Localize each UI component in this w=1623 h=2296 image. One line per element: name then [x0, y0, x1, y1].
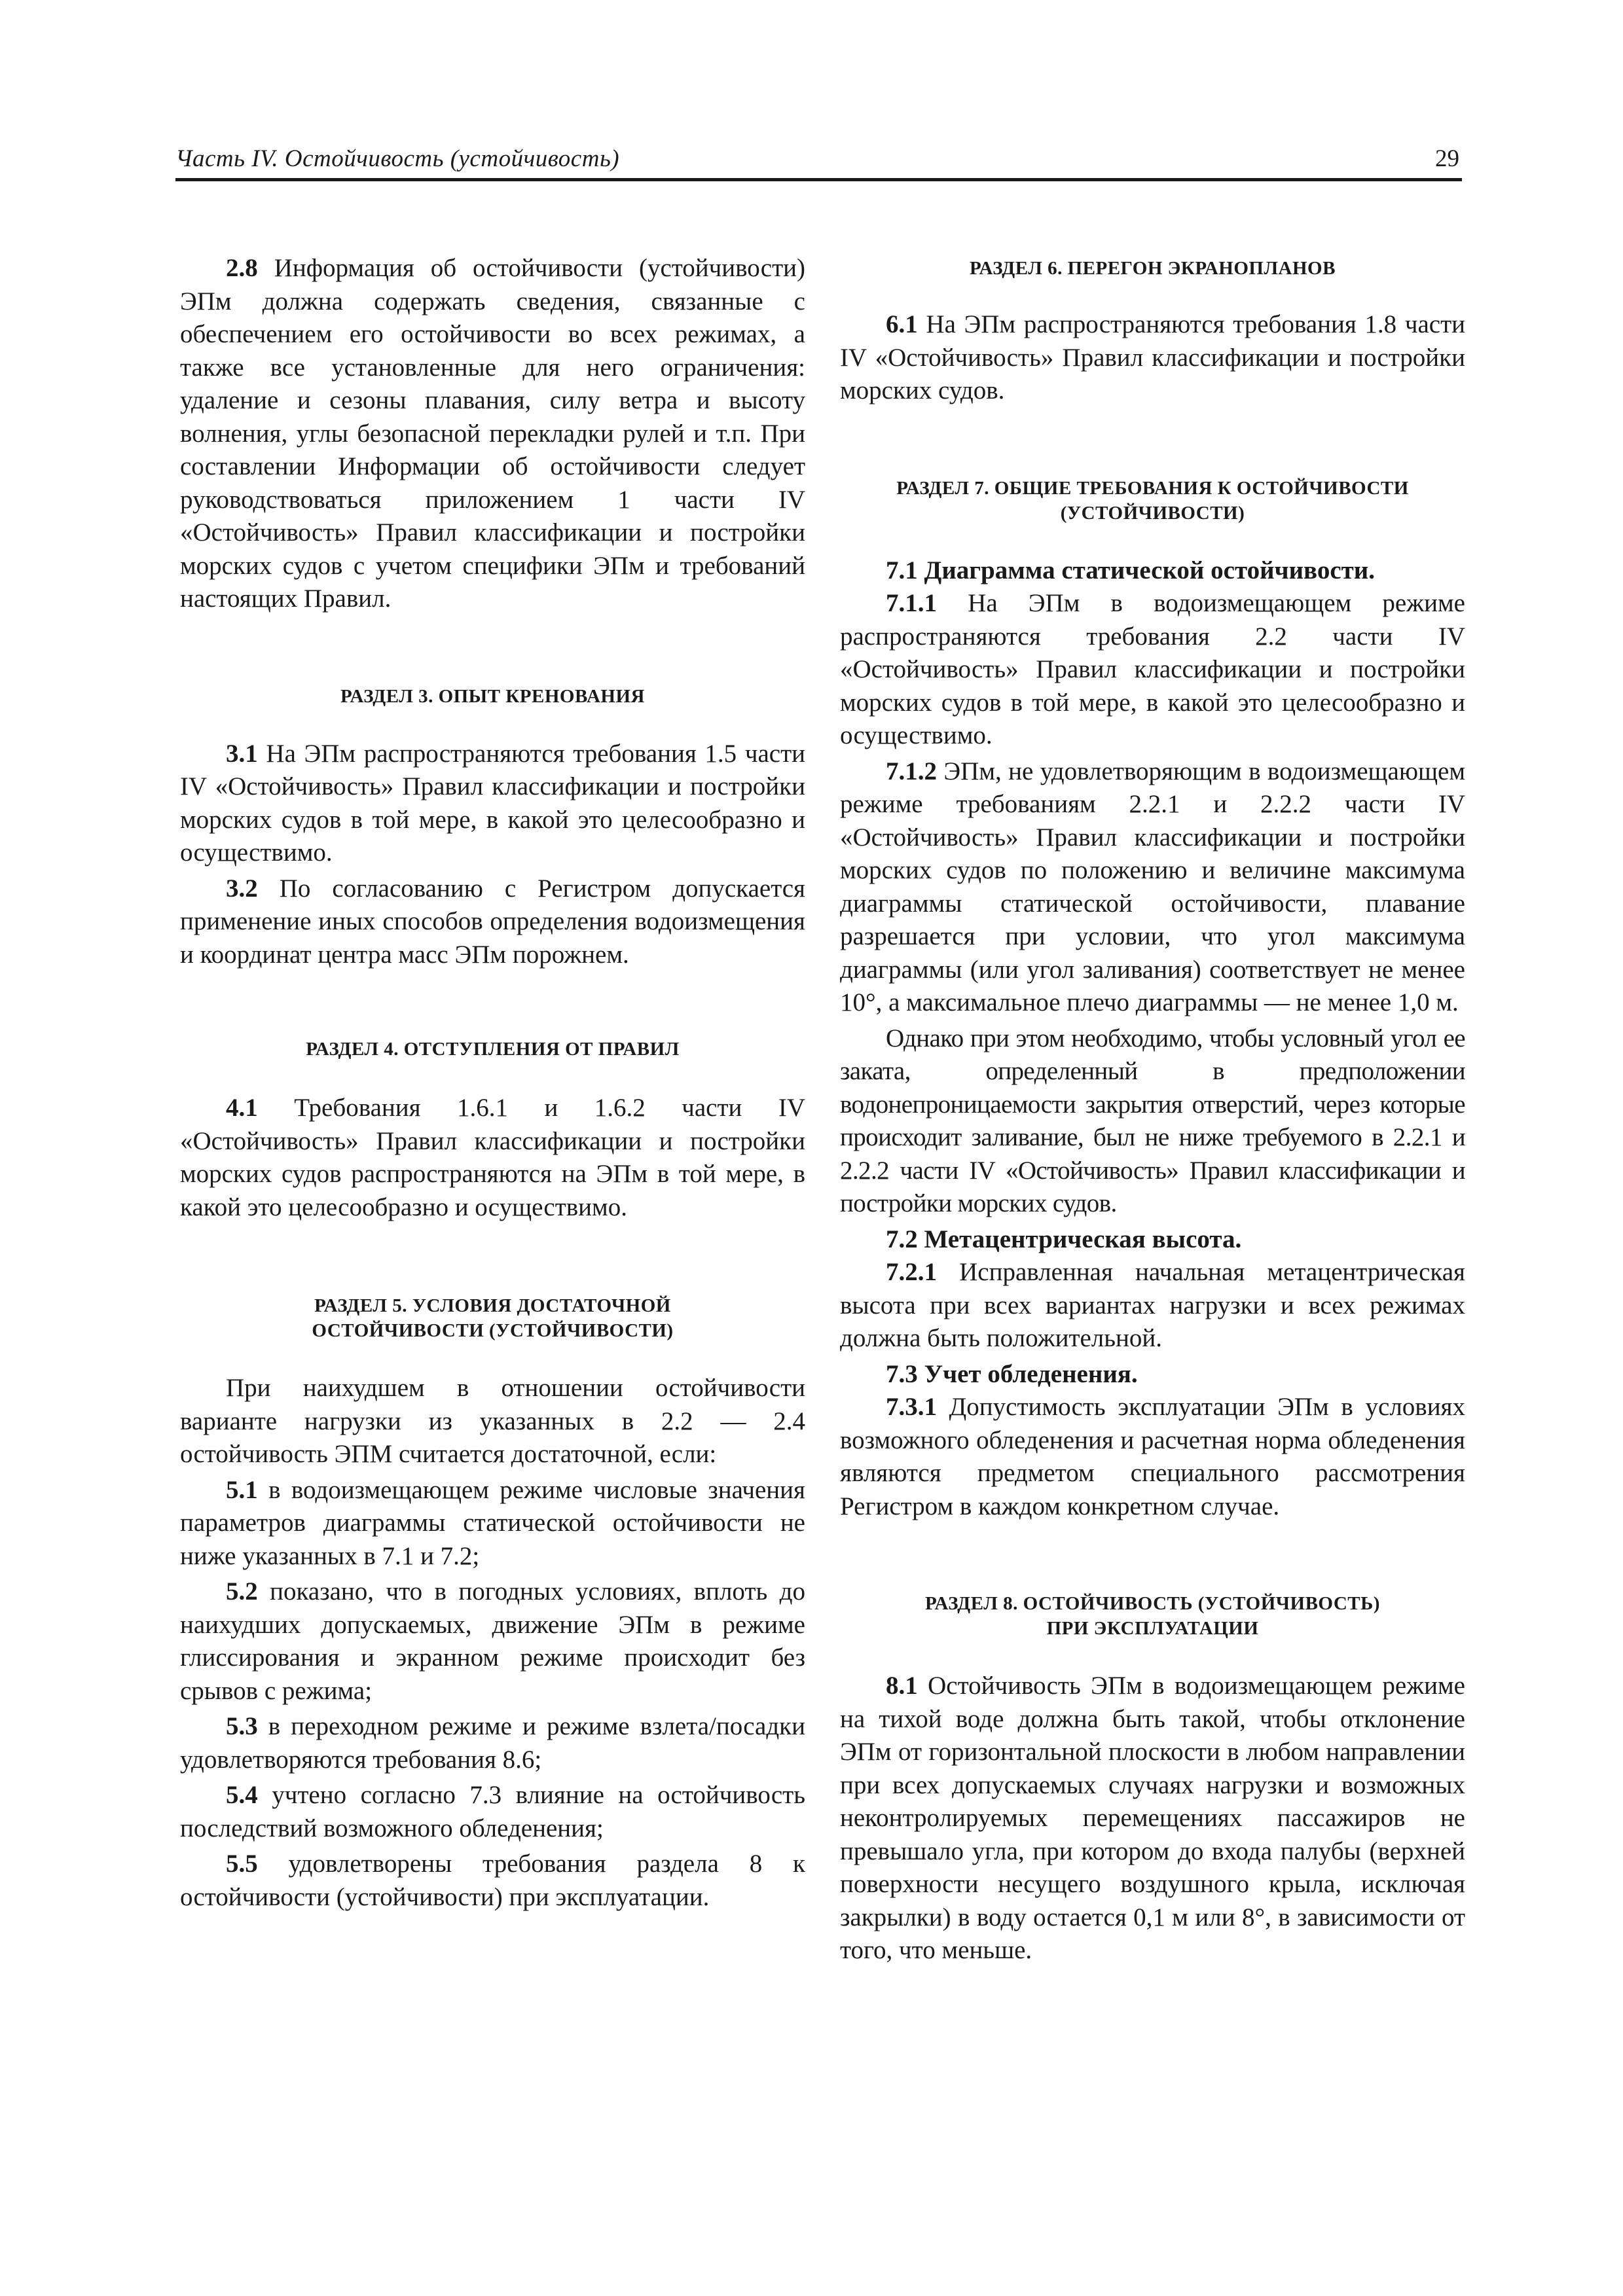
paragraph-3-2	[180, 872, 805, 972]
section-title-line: ПРИ ЭКСПЛУАТАЦИИ	[1046, 1618, 1259, 1639]
paragraph-text: Исправленная начальная метацентрическая высота при всех вариантах нагрузки и всех режимах должна быть положительной.	[840, 1258, 1465, 1352]
paragraph-5-intro: При наихудшем в отношении остойчивости варианте нагрузки из указанных в 2.2 — 2.4 остойчивость ЭПМ считается достаточной, если:	[180, 1374, 805, 1468]
section-5-title	[180, 1293, 805, 1343]
clause-number: 4.1	[226, 1094, 258, 1122]
clause-number: 2.8	[226, 254, 258, 282]
paragraph-8-1	[840, 1670, 1465, 1967]
clause-number: 5.1	[226, 1475, 258, 1504]
page-number: 29	[1435, 145, 1459, 172]
left-column	[180, 252, 805, 1916]
clause-number: 8.1	[886, 1672, 918, 1700]
clause-number: 3.1	[226, 739, 258, 768]
paragraph-5-1	[180, 1474, 805, 1573]
paragraph-text: Остойчивость ЭПм в водоизмещающем режиме на тихой воде должна быть такой, чтобы отклонение ЭПм от горизонтальной плоскости в любом направлении при всех допускаемых случаях нагрузки и возможных неконтролируемых перемещениях пассажиров не превышало угла, при котором до входа палубы (верхней поверхности несущего воздушного крыла, исключая закрылки) в воду остается 0,1 м или 8°, в зависимости от того, что меньше.	[840, 1672, 1465, 1964]
paragraph-text: в переходном режиме и режиме взлета/посадки удовлетворяются требования 8.6;	[180, 1712, 805, 1774]
clause-number: 5.3	[226, 1712, 258, 1740]
paragraph-7-2-1	[840, 1256, 1465, 1355]
paragraph-4-1	[180, 1092, 805, 1224]
paragraph-text: Информация об остойчивости (устойчивости) ЭПм должна содержать сведения, связанные с обеспечением его остойчивости во всех режимах, а также все установленные для него ограничения: удаление и сезоны плавания, силу ветра и высоту волнения, углы безопасной перекладки рулей и т.п. При составлении Информации об остойчивости следует руководствоваться приложением 1 части IV «Остойчивость» Правил классификации и постройки морских судов с учетом специфики ЭПм и требований настоящих Правил.	[180, 254, 805, 613]
paragraph-text: На ЭПм распространяются требования 1.8 части IV «Остойчивость» Правил классификации и постройки морских судов.	[840, 310, 1465, 404]
clause-number: 7.3.1	[886, 1393, 937, 1421]
clause-number: 7.1.1	[886, 589, 937, 617]
paragraph-7-1-2	[840, 755, 1465, 1020]
clause-number: 5.2	[226, 1577, 258, 1605]
paragraph-text: На ЭПм в водоизмещающем режиме распространяются требования 2.2 части IV «Остойчивость» Правил классификации и постройки морских судов в той мере, в какой это целесообразно и осуществимо.	[840, 589, 1465, 749]
paragraph-5-2	[180, 1575, 805, 1708]
paragraph-text: На ЭПм распространяются требования 1.5 части IV «Остойчивость» Правил классификации и постройки морских судов в той мере, в какой это целесообразно и осуществимо.	[180, 739, 805, 867]
section-7-title	[840, 476, 1465, 526]
section-title-line: (УСТОЙЧИВОСТИ)	[1060, 502, 1245, 524]
paragraph-7-1-1	[840, 587, 1465, 753]
paragraph-5-3	[180, 1710, 805, 1776]
paragraph-7-3-1	[840, 1391, 1465, 1523]
heading-7-1: 7.1 Диаграмма статической остойчивости.	[886, 556, 1376, 584]
section-title-line: РАЗДЕЛ 8. ОСТОЙЧИВОСТЬ (УСТОЙЧИВОСТЬ)	[925, 1593, 1380, 1614]
paragraph-3-1	[180, 738, 805, 870]
paragraph-text: удовлетворены требования раздела 8 к остойчивости (устойчивости) при эксплуатации.	[180, 1850, 805, 1911]
clause-number: 7.1.2	[886, 757, 937, 785]
running-title: Часть IV. Остойчивость (устойчивость)	[175, 145, 620, 172]
section-title-line: РАЗДЕЛ 6. ПЕРЕГОН ЭКРАНОПЛАНОВ	[970, 258, 1336, 279]
heading-7-2: 7.2 Метацентрическая высота.	[886, 1225, 1242, 1253]
paragraph-text: Допустимость эксплуатации ЭПм в условиях возможного обледенения и расчетная норма обледенения являются предметом специального рассмотрения Регистром в каждом конкретном случае.	[840, 1393, 1465, 1520]
right-column	[840, 252, 1465, 1970]
paragraph-text: учтено согласно 7.3 влияние на остойчивость последствий возможного обледенения;	[180, 1781, 805, 1842]
clause-number: 5.5	[226, 1850, 258, 1878]
heading-7-3: 7.3 Учет обледенения.	[886, 1359, 1138, 1388]
paragraph-2-8	[180, 252, 805, 616]
paragraph-7-1-2-continued: Однако при этом необходимо, чтобы условный угол ее заката, определенный в предположении водонепроницаемости закрытия отверстий, через которые происходит заливание, был не ниже требуемого в 2.2.1 и 2.2.2 части IV «Остойчивость» Правил классификации и постройки морских судов.	[840, 1024, 1465, 1217]
clause-number: 7.2.1	[886, 1258, 937, 1286]
paragraph-text: в водоизмещающем режиме числовые значения параметров диаграммы статической остойчивости не ниже указанных в 7.1 и 7.2;	[180, 1475, 805, 1570]
page-header	[175, 140, 1462, 181]
paragraph-text: ЭПм, не удовлетворяющим в водоизмещающем режиме требованиям 2.2.1 и 2.2.2 части IV «Остойчивость» Правил классификации и постройки морских судов по положению и величине максимума диаграммы статической остойчивости, плавание разрешается при условии, что угол максимума диаграммы (или угол заливания) соответствует не менее 10°, а максимальное плечо диаграммы — не менее 1,0 м.	[840, 757, 1465, 1016]
paragraph-6-1	[840, 308, 1465, 408]
section-title-line: РАЗДЕЛ 7. ОБЩИЕ ТРЕБОВАНИЯ К ОСТОЙЧИВОСТИ	[896, 477, 1409, 499]
paragraph-text: По согласованию с Регистром допускается применение иных способов определения водоизмещения и координат центра масс ЭПм порожнем.	[180, 874, 805, 969]
clause-number: 6.1	[886, 310, 918, 338]
clause-number: 5.4	[226, 1781, 258, 1809]
section-title-line: РАЗДЕЛ 5. УСЛОВИЯ ДОСТАТОЧНОЙ	[314, 1295, 671, 1316]
section-title-line: РАЗДЕЛ 3. ОПЫТ КРЕНОВАНИЯ	[340, 685, 645, 707]
section-4-title	[180, 1037, 805, 1062]
paragraph-5-5	[180, 1848, 805, 1914]
paragraph-5-4	[180, 1779, 805, 1845]
paragraph-text: Требования 1.6.1 и 1.6.2 части IV «Остойчивость» Правил классификации и постройки морских судов распространяются на ЭПм в той мере, в какой это целесообразно и осуществимо.	[180, 1094, 805, 1221]
section-8-title	[840, 1591, 1465, 1641]
section-title-line: РАЗДЕЛ 4. ОТСТУПЛЕНИЯ ОТ ПРАВИЛ	[306, 1039, 680, 1060]
section-title-line: ОСТОЙЧИВОСТИ (УСТОЙЧИВОСТИ)	[312, 1320, 674, 1341]
clause-number: 3.2	[226, 874, 258, 903]
section-6-title	[840, 256, 1465, 281]
paragraph-text: показано, что в погодных условиях, вплоть до наихудших допускаемых, движение ЭПм в режиме глиссирования и экранном режиме происходит без срывов с режима;	[180, 1577, 805, 1705]
section-3-title	[180, 684, 805, 709]
